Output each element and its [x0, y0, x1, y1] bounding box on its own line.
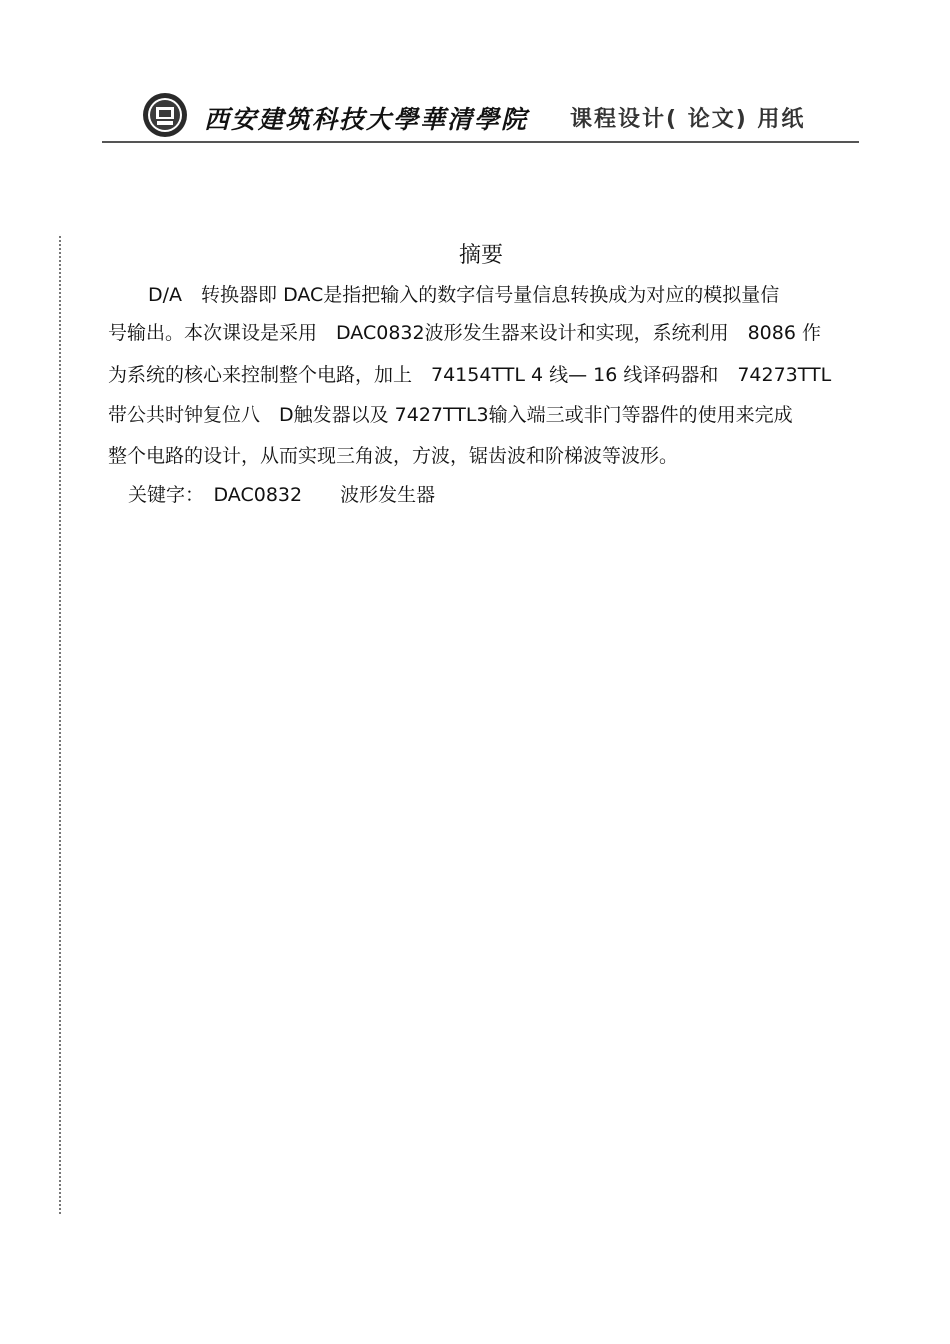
abstract-line-3: 为系统的核心来控制整个电路，加上 74154TTL 4 线— 16 线译码器和 74273TTL: [108, 364, 832, 386]
school-name: 西安建筑科技大學華清學院: [204, 105, 529, 134]
abstract-line-2: 号输出。本次课设是采用 DAC0832波形发生器来设计和实现，系统利用 8086 作: [108, 322, 821, 344]
page-header: [100, 88, 860, 142]
header-divider: [102, 141, 859, 143]
paper-type-label: 课程设计( 论文) 用纸: [570, 107, 806, 132]
abstract-title: 摘要: [458, 243, 503, 268]
abstract-line-5: 整个电路的设计，从而实现三角波，方波，锯齿波和阶梯波等波形。: [108, 445, 679, 467]
binding-margin-line: [59, 236, 61, 1214]
school-seal-logo: [142, 92, 188, 138]
abstract-line-1: D/A 转换器即 DAC是指把输入的数字信号量信息转换成为对应的模拟量信: [148, 284, 780, 306]
keywords-line: 关键字： DAC0832 波形发生器: [128, 484, 436, 506]
abstract-line-4: 带公共时钟复位八 D触发器以及 7427TTL3输入端三或非门等器件的使用来完成: [108, 404, 793, 426]
